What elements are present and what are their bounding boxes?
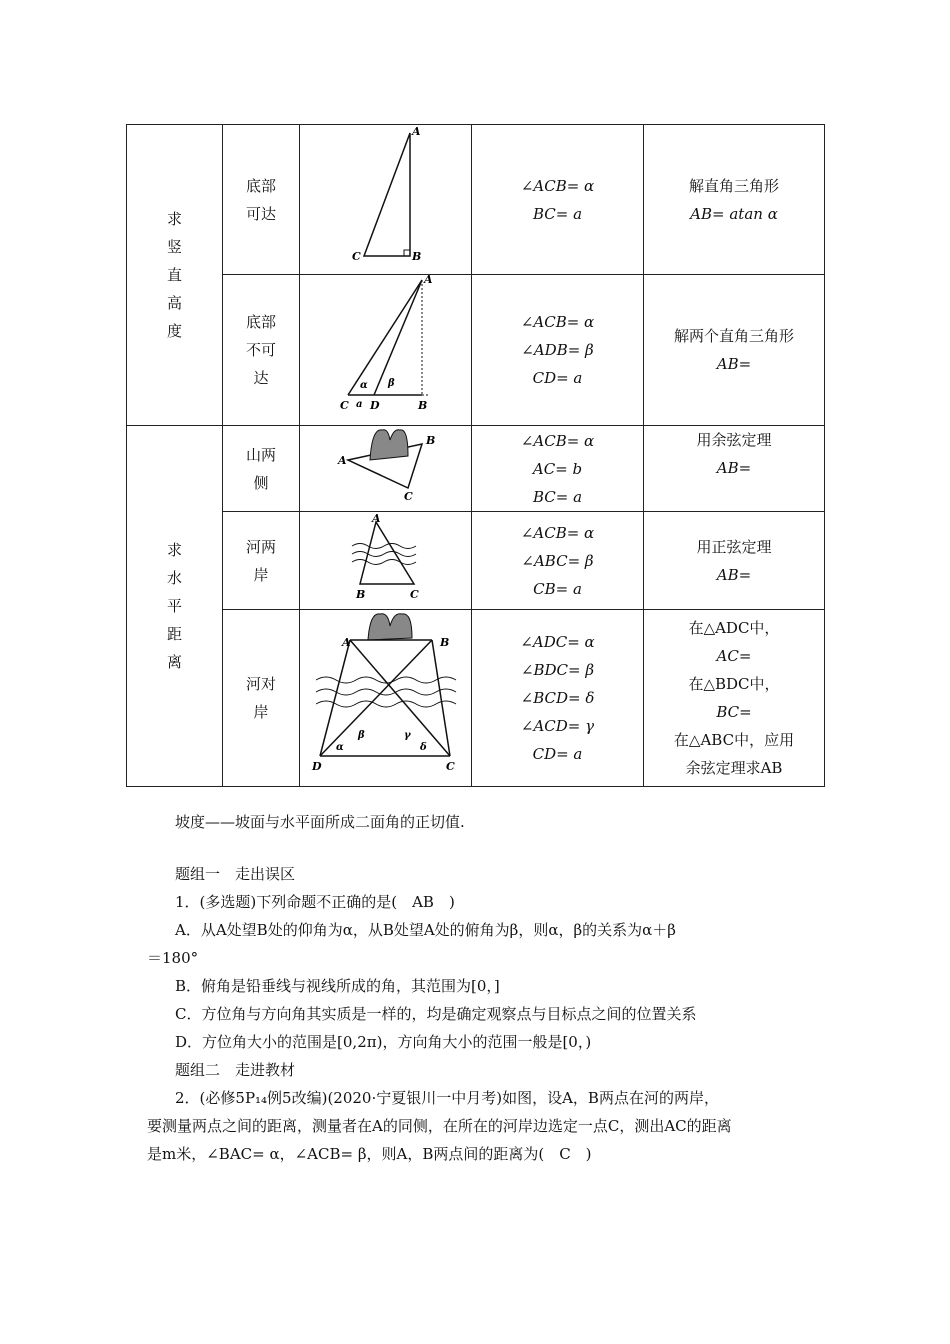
figure-cell xyxy=(300,512,472,610)
svg-text:β: β xyxy=(388,378,395,389)
question-1: 1．(多选题)下列命题不正确的是( AB ) xyxy=(175,893,455,911)
question-2-line3: 是m米，∠BAC= α，∠ACB= β，则A，B两点间的距离为( C ) xyxy=(147,1145,592,1163)
question-2-line2: 要测量两点之间的距离，测量者在A的同侧，在所在的河岸边选定一点C，测出AC的距离 xyxy=(147,1117,732,1135)
solution-table xyxy=(126,124,825,787)
svg-text:A: A xyxy=(424,275,433,286)
group-one-heading: 题组一 走出误区 xyxy=(175,865,296,883)
option-b: B．俯角是铅垂线与视线所成的角，其范围为[0，] xyxy=(175,977,500,995)
svg-text:C: C xyxy=(340,399,349,412)
river-triangle-figure xyxy=(300,512,472,609)
figure-cell xyxy=(300,275,472,426)
svg-text:A: A xyxy=(342,636,351,649)
method-cell: 解直角三角形 AB= atan α xyxy=(644,125,825,275)
option-a: A．从A处望B处的仰角为α，从B处望A处的俯角为β，则α，β的关系为α＋β xyxy=(175,921,676,939)
question-2-line1: 2．(必修5P₁₄例5改编)(2020·宁夏银川一中月考)如图，设A，B两点在河的两岸， xyxy=(175,1089,719,1107)
option-a-cont: ＝180° xyxy=(147,949,199,967)
case-cell: 河对 岸 xyxy=(223,610,300,787)
group-horizontal-distance: 求 水 平 距 离 xyxy=(127,426,223,787)
svg-text:a: a xyxy=(356,399,363,410)
group-two-heading: 题组二 走进教材 xyxy=(175,1061,296,1079)
conditions-cell: ∠ADC= α ∠BDC= β ∠BCD= δ ∠ACD= γ CD= a xyxy=(472,610,644,787)
svg-text:A: A xyxy=(412,125,421,138)
method-cell: 用余弦定理 AB= xyxy=(644,426,825,512)
svg-text:B: B xyxy=(426,434,436,447)
svg-text:C: C xyxy=(404,490,413,503)
mountain-figure xyxy=(300,426,472,511)
svg-text:D: D xyxy=(312,760,322,773)
exercise-section xyxy=(147,860,819,1168)
svg-text:B: B xyxy=(356,588,366,601)
svg-text:A: A xyxy=(338,454,347,467)
svg-text:B: B xyxy=(440,636,450,649)
svg-text:α: α xyxy=(336,742,344,753)
svg-text:A: A xyxy=(372,512,381,525)
svg-text:α: α xyxy=(360,380,368,391)
svg-text:γ: γ xyxy=(404,730,411,741)
svg-text:β: β xyxy=(358,730,365,741)
method-cell: 在△ADC中， AC= 在△BDC中， BC= 在△ABC中，应用 余弦定理求AB xyxy=(644,610,825,787)
svg-text:C: C xyxy=(352,250,361,263)
slope-definition: 坡度——坡面与水平面所成二面角的正切值. xyxy=(175,813,465,831)
svg-text:δ: δ xyxy=(420,742,427,753)
two-triangle-figure xyxy=(300,275,472,425)
case-cell: 底部 不可 达 xyxy=(223,275,300,426)
case-cell: 底部 可达 xyxy=(223,125,300,275)
method-cell: 用正弦定理 AB= xyxy=(644,512,825,610)
figure-cell xyxy=(300,125,472,275)
option-d: D．方位角大小的范围是[0,2π)，方向角大小的范围一般是[0，) xyxy=(175,1033,592,1051)
option-c: C．方位角与方向角其实质是一样的，均是确定观察点与目标点之间的位置关系 xyxy=(175,1005,697,1023)
figure-cell xyxy=(300,610,472,787)
svg-text:D: D xyxy=(370,399,380,412)
case-cell: 河两 岸 xyxy=(223,512,300,610)
method-cell: 解两个直角三角形 AB= xyxy=(644,275,825,426)
conditions-cell: ∠ACB= α AC= b BC= a xyxy=(472,426,644,512)
svg-text:C: C xyxy=(446,760,455,773)
right-triangle-figure xyxy=(300,125,472,274)
svg-text:B: B xyxy=(418,399,428,412)
conditions-cell: ∠ACB= α ∠ADB= β CD= a xyxy=(472,275,644,426)
svg-text:B: B xyxy=(412,250,422,263)
case-cell: 山两 侧 xyxy=(223,426,300,512)
figure-cell xyxy=(300,426,472,512)
group-vertical-height: 求 竖 直 高 度 xyxy=(127,125,223,426)
conditions-cell: ∠ACB= α BC= a xyxy=(472,125,644,275)
opposite-bank-figure xyxy=(300,610,472,786)
conditions-cell: ∠ACB= α ∠ABC= β CB= a xyxy=(472,512,644,610)
svg-text:C: C xyxy=(410,588,419,601)
